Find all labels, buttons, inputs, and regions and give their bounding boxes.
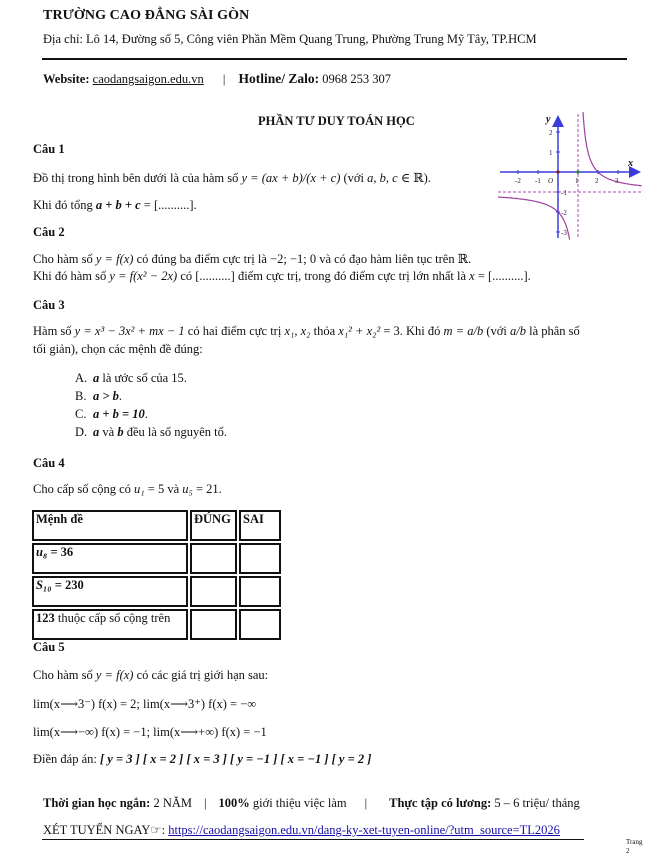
- x-axis-label: x: [628, 158, 633, 169]
- q3-d: = 3. Khi đó: [380, 324, 444, 338]
- q4-u5: u₅: [182, 482, 193, 496]
- y-tick-label: -3: [561, 229, 567, 237]
- y-tick-label: 1: [549, 149, 553, 157]
- intern-value: 5 – 6 triệu/ tháng: [491, 796, 580, 810]
- question-5-title: Câu 5: [33, 640, 65, 654]
- true-false-table: [30, 508, 283, 642]
- section-title: PHẦN TƯ DUY TOÁN HỌC: [258, 114, 415, 128]
- option-d-var: a: [93, 425, 100, 439]
- statement-cell: [32, 543, 188, 574]
- q4-a: Cho cấp số cộng có: [33, 482, 135, 496]
- q2-line2-c: = [..........].: [474, 269, 531, 283]
- q3-formula: y = x³ − 3x² + mx − 1: [74, 324, 185, 338]
- y-tick-label: 2: [549, 129, 553, 137]
- intern-label: Thực tập có lương:: [389, 796, 492, 810]
- option-c-text: .: [144, 407, 148, 421]
- hotline-label: Hotline/ Zalo:: [238, 71, 320, 86]
- question-3-line-2: tối giản), chọn các mệnh đề đúng:: [33, 342, 203, 356]
- job-text: giới thiệu việc làm: [249, 796, 347, 810]
- q4-u1: u₁: [134, 482, 145, 496]
- option-d[interactable]: [75, 425, 227, 440]
- footer-divider: [42, 839, 584, 840]
- footer-info: [43, 796, 580, 811]
- website-link[interactable]: caodangsaigon.edu.vn: [92, 72, 204, 86]
- q3-c: thỏa: [310, 324, 339, 338]
- question-1-title: Câu 1: [33, 142, 65, 156]
- page-number: [626, 838, 646, 856]
- limit-line-1: lim(x⟶3⁻) f(x) = 2; lim(x⟶3⁺) f(x) = −∞: [33, 697, 257, 711]
- question-2-line-1: [33, 251, 471, 267]
- header-divider: [42, 58, 627, 60]
- header-true: ĐÚNG: [190, 510, 237, 541]
- limit-line-2: lim(x⟶−∞) f(x) = −1; lim(x⟶+∞) f(x) = −1: [33, 725, 267, 739]
- table-header-row: [32, 510, 281, 541]
- x-tick-label: 1: [575, 177, 579, 185]
- job-percent: 100%: [218, 796, 250, 810]
- q2-formula: y = f(x): [95, 252, 134, 266]
- answer-choice[interactable]: [ x = 3 ]: [186, 752, 227, 766]
- option-c-label: C.: [75, 407, 87, 421]
- contact-separator: |: [222, 72, 226, 86]
- y-tick-label: -2: [561, 209, 567, 217]
- q1-formula: y = (ax + b)/(x + c): [241, 171, 341, 185]
- false-cell[interactable]: [239, 576, 281, 607]
- answer-label: Điền đáp án:: [33, 752, 100, 766]
- q1-line2-text: Khi đó tổng: [33, 198, 96, 212]
- statement-var: 123: [36, 611, 55, 625]
- true-cell[interactable]: [190, 576, 237, 607]
- hotline-number: 0968 253 307: [322, 72, 391, 86]
- question-2-line-2: [33, 269, 531, 284]
- q2-line2-b: có [..........] điểm cực trị, trong đó điểm cực trị lớn nhất là: [177, 269, 470, 283]
- header-false: SAI: [239, 510, 281, 541]
- q2-text-a: Cho hàm số: [33, 252, 96, 266]
- function-graph: [498, 112, 643, 240]
- duration-label: Thời gian học ngắn:: [43, 796, 151, 810]
- apply-label: XÉT TUYỂN NGAY☞:: [43, 823, 169, 837]
- statement-cell: [32, 576, 188, 607]
- true-cell[interactable]: [190, 609, 237, 640]
- option-b[interactable]: [75, 389, 122, 404]
- statement-text: thuộc cấp số cộng trên: [54, 611, 171, 625]
- option-b-label: B.: [75, 389, 87, 403]
- address: Địa chỉ: Lô 14, Đường số 5, Công viên Phần Mềm Quang Trung, Phường Trung Mỹ Tây, TP.HCM: [43, 32, 537, 46]
- x-tick-label: 2: [595, 177, 599, 185]
- option-a-text: là ước số của 15.: [99, 371, 187, 385]
- q1-text: Đồ thị trong hình bên dưới là của hàm số: [33, 171, 242, 185]
- q3-a: Hàm số: [33, 324, 75, 338]
- q1-vars: a, b, c: [367, 171, 398, 185]
- q3-cond: x₁² + x₂²: [338, 324, 381, 338]
- q5-formula: y = f(x): [95, 668, 134, 682]
- option-a-var: a: [93, 371, 100, 385]
- curve-right-branch: [583, 112, 642, 186]
- x-tick-label: -1: [535, 177, 541, 185]
- q1-sum-formula: a + b + c: [95, 198, 141, 212]
- option-c-var: a + b = 10: [93, 407, 145, 421]
- question-1-line-1: [33, 170, 431, 186]
- false-cell[interactable]: [239, 543, 281, 574]
- true-cell[interactable]: [190, 543, 237, 574]
- option-d-mid: và: [99, 425, 118, 439]
- header-statement: Mệnh đề: [32, 510, 188, 541]
- q2-line2-formula: y = f(x² − 2x): [109, 269, 178, 283]
- question-2-title: Câu 2: [33, 225, 65, 239]
- answer-choice[interactable]: [ y = 2 ]: [331, 752, 372, 766]
- question-4-title: Câu 4: [33, 456, 65, 470]
- q3-f: là phân số: [525, 324, 580, 338]
- question-4-line: [33, 482, 222, 497]
- duration-value: 2 NĂM: [150, 796, 192, 810]
- table-row: [32, 543, 281, 574]
- q2-text-b: có đúng ba điểm cực trị là −2; −1; 0 và có đạo hàm liên tục trên ℝ.: [133, 252, 472, 266]
- question-3-line-1: [33, 324, 580, 339]
- option-b-var: a > b: [93, 389, 119, 403]
- statement-var: S₁₀: [36, 578, 52, 592]
- statement-text: = 230: [51, 578, 84, 592]
- q1-tail-b: ∈ ℝ).: [397, 171, 431, 185]
- table-row: [32, 609, 281, 640]
- q3-e: (với: [483, 324, 510, 338]
- answer-choice[interactable]: [ y = 3 ]: [100, 752, 140, 766]
- option-c[interactable]: [75, 407, 148, 422]
- option-d-label: D.: [75, 425, 88, 439]
- table-row: [32, 576, 281, 607]
- option-d-text: đều là số nguyên tố.: [123, 425, 228, 439]
- option-d-var2: b: [117, 425, 124, 439]
- option-a[interactable]: [75, 371, 187, 386]
- school-name: TRƯỜNG CAO ĐẲNG SÀI GÒN: [43, 8, 250, 23]
- q1-answer-blank: = [..........].: [140, 198, 197, 212]
- q3-vars: x₁, x₂: [284, 324, 311, 338]
- q3-b: có hai điểm cực trị: [184, 324, 285, 338]
- q5-a: Cho hàm số: [33, 668, 96, 682]
- option-b-text: .: [118, 389, 122, 403]
- y-axis-label: y: [546, 114, 551, 125]
- asymptote-point: [576, 170, 579, 173]
- apply-line: [43, 822, 560, 838]
- q4-c: = 21.: [192, 482, 222, 496]
- q4-b: = 5 và: [144, 482, 183, 496]
- q3-ab: a/b: [509, 324, 526, 338]
- answer-line: [33, 752, 371, 767]
- website-label: Website:: [43, 72, 90, 86]
- footer-separator: |: [364, 796, 368, 810]
- q2-line2-x: x: [469, 269, 475, 283]
- q1-tail-a: (với: [340, 171, 368, 185]
- question-3-title: Câu 3: [33, 298, 65, 312]
- x-tick-label: -2: [515, 177, 521, 185]
- answer-choice[interactable]: [ x = −1 ]: [280, 752, 329, 766]
- answer-choice[interactable]: [ x = 2 ]: [142, 752, 184, 766]
- apply-link[interactable]: https://caodangsaigon.edu.vn/dang-ky-xet-tuyen-online/?utm_source=TL2026: [168, 823, 560, 837]
- contact-line: [43, 71, 391, 87]
- false-cell[interactable]: [239, 609, 281, 640]
- page-number-value: 2: [626, 847, 630, 855]
- statement-text: = 36: [47, 545, 74, 559]
- q5-b: có các giá trị giới hạn sau:: [133, 668, 269, 682]
- question-5-line-1: [33, 668, 268, 683]
- statement-cell: [32, 609, 188, 640]
- page-label: Trang: [626, 838, 643, 846]
- footer-separator: |: [203, 796, 207, 810]
- answer-choice[interactable]: [ y = −1 ]: [230, 752, 278, 766]
- origin-label: O: [548, 177, 554, 185]
- curve-left-branch: [498, 197, 570, 240]
- question-1-line-2: [33, 198, 197, 213]
- origin-point: [556, 170, 559, 173]
- q3-m: m = a/b: [443, 324, 484, 338]
- option-a-label: A.: [75, 371, 88, 385]
- statement-var: u₈: [36, 545, 48, 559]
- q2-line2-a: Khi đó hàm số: [33, 269, 110, 283]
- x-tick-label: 3: [615, 177, 619, 185]
- y-tick-label: -1: [561, 189, 567, 197]
